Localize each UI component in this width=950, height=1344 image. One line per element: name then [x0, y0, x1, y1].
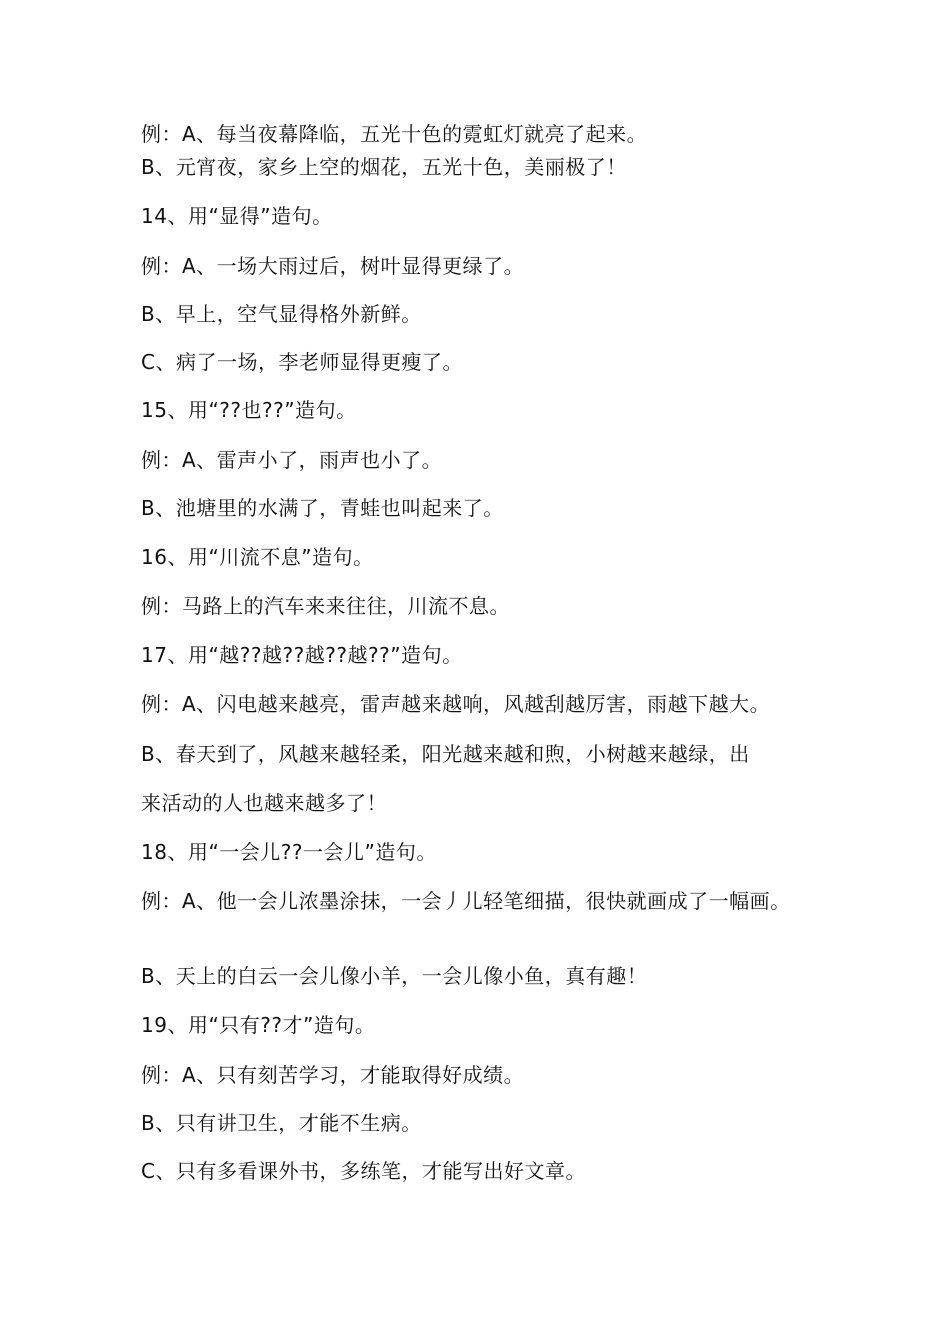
text-line: 例：A、每当夜幕降临，五光十色的霓虹灯就亮了起来。 — [141, 122, 648, 146]
text-line: 例：A、一场大雨过后，树叶显得更绿了。 — [141, 254, 525, 278]
text-line: 例：马路上的汽车来来往往，川流不息。 — [141, 594, 510, 618]
question-heading: 19、用“只有??才”造句。 — [141, 1013, 376, 1037]
text-line: B、早上，空气显得格外新鲜。 — [141, 302, 422, 326]
question-heading: 18、用“一会儿??一会儿”造句。 — [141, 840, 437, 864]
text-line: B、春天到了，风越来越轻柔，阳光越来越和煦，小树越来越绿，出 — [141, 742, 750, 766]
text-line: 例：A、闪电越来越亮，雷声越来越响，风越刮越厉害，雨越下越大。 — [141, 692, 771, 716]
text-line: 例：A、只有刻苦学习，才能取得好成绩。 — [141, 1063, 525, 1087]
text-line: B、天上的白云一会儿像小羊，一会儿像小鱼，真有趣！ — [141, 964, 648, 988]
question-heading: 17、用“越??越??越??越??”造句。 — [141, 643, 463, 667]
text-line: 例：A、他一会儿浓墨涂抹，一会丿儿轻笔细描，很快就画成了一幅画。 — [141, 889, 791, 913]
text-line: B、元宵夜，家乡上空的烟花，五光十色，美丽极了！ — [141, 155, 627, 179]
text-line: C、病了一场，李老师显得更瘦了。 — [141, 350, 463, 374]
question-heading: 14、用“显得”造句。 — [141, 204, 333, 228]
text-line: B、只有讲卫生，才能不生病。 — [141, 1111, 422, 1135]
text-line: B、池塘里的水满了，青蛙也叫起来了。 — [141, 496, 504, 520]
question-heading: 15、用“??也??”造句。 — [141, 398, 357, 422]
text-line: 例：A、雷声小了，雨声也小了。 — [141, 448, 443, 472]
text-line: C、只有多看课外书，多练笔，才能写出好文章。 — [141, 1159, 586, 1183]
question-heading: 16、用“川流不息”造句。 — [141, 545, 374, 569]
text-line: 来活动的人也越来越多了！ — [141, 791, 387, 815]
